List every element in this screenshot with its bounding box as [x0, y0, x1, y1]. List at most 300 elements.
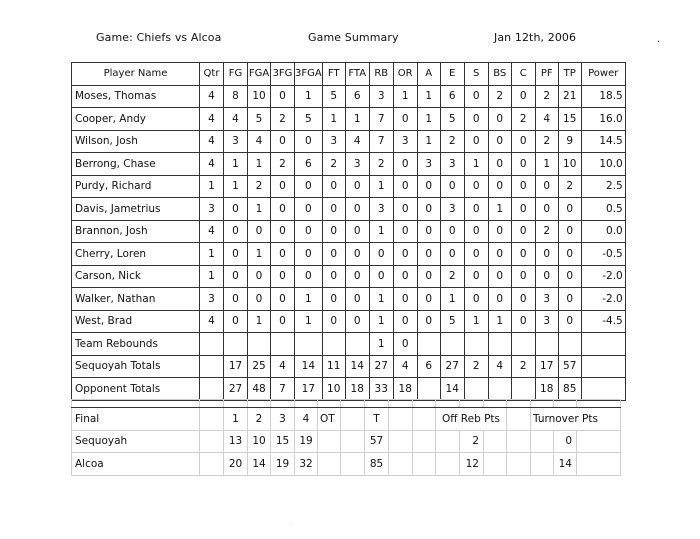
total-cell: 48 [248, 378, 271, 401]
stat-cell: 0 [345, 265, 369, 288]
stat-cell: 0 [271, 288, 295, 311]
ot-score [318, 453, 341, 476]
stat-cell: 0 [488, 265, 511, 288]
stat-cell: 1 [224, 153, 248, 176]
player-name: Carson, Nick [72, 265, 200, 288]
stat-cell: 2 [369, 153, 393, 176]
stat-cell: 0 [464, 175, 488, 198]
col-header: 3FG [271, 63, 295, 86]
stat-cell: 0 [488, 130, 511, 153]
player-name: Purdy, Richard [72, 175, 200, 198]
col-header: Qtr [200, 63, 224, 86]
player-row [72, 175, 626, 198]
stat-cell: 4 [200, 85, 224, 108]
q1-score: 20 [224, 453, 248, 476]
player-row [72, 108, 626, 131]
stat-cell: 0 [322, 243, 345, 266]
total-cell: 27 [224, 378, 248, 401]
stat-cell: 0 [295, 220, 323, 243]
stat-cell: 1 [369, 175, 393, 198]
stat-cell: 4 [200, 153, 224, 176]
stat-cell: 0 [345, 220, 369, 243]
stat-cell: 0 [558, 220, 581, 243]
total-cell: 18 [393, 378, 417, 401]
stat-cell: 0 [224, 243, 248, 266]
stat-cell: 0 [271, 130, 295, 153]
stat-cell: 9 [558, 130, 581, 153]
stat-cell: 1 [369, 288, 393, 311]
stat-cell: 5 [322, 85, 345, 108]
col-header: OR [393, 63, 417, 86]
stat-cell: 0 [271, 220, 295, 243]
total-cell: 17 [535, 355, 558, 378]
stat-cell: 0 [322, 175, 345, 198]
stat-cell: 0 [295, 265, 323, 288]
stat-cell: 0 [511, 220, 535, 243]
stat-cell: 0 [322, 220, 345, 243]
q1-score: 13 [224, 430, 248, 453]
cell: 1 [369, 333, 393, 356]
stat-cell: 0 [322, 288, 345, 311]
stat-cell: 0 [535, 175, 558, 198]
col-header: Power [581, 63, 625, 86]
stat-cell: 0 [511, 243, 535, 266]
stat-cell: 0 [558, 198, 581, 221]
stat-cell: 0 [271, 243, 295, 266]
q2-score: 10 [248, 430, 271, 453]
stat-cell: 0 [488, 153, 511, 176]
col-header: FTA [345, 63, 369, 86]
power-rating: 18.5 [581, 85, 625, 108]
stray-mark: . [657, 34, 661, 45]
total-cell: 14 [295, 355, 323, 378]
stat-cell: 0 [511, 265, 535, 288]
stat-cell: 1 [224, 175, 248, 198]
stat-cell: 1 [440, 288, 464, 311]
power-rating: 16.0 [581, 108, 625, 131]
stat-cell: 0 [511, 310, 535, 333]
total-cell [417, 378, 440, 401]
stat-cell: 5 [440, 108, 464, 131]
col-header: FGA [248, 63, 271, 86]
stat-cell: 7 [369, 130, 393, 153]
player-name: Davis, Jametrius [72, 198, 200, 221]
total-cell: 27 [369, 355, 393, 378]
player-name: Berrong, Chase [72, 153, 200, 176]
score-header-row [72, 408, 621, 431]
stat-cell: 0 [271, 198, 295, 221]
player-row [72, 288, 626, 311]
stat-cell: 3 [440, 153, 464, 176]
stat-cell: 1 [488, 198, 511, 221]
total-cell: 18 [345, 378, 369, 401]
player-name: Walker, Nathan [72, 288, 200, 311]
stat-cell: 0 [248, 220, 271, 243]
ot-score [318, 430, 341, 453]
total-cell [200, 378, 224, 401]
turnover-pts: 0 [554, 430, 577, 453]
stat-cell: 0 [535, 243, 558, 266]
stat-cell: 0 [511, 198, 535, 221]
stat-cell: 1 [417, 130, 440, 153]
q4-score: 19 [295, 430, 318, 453]
power-rating: 2.5 [581, 175, 625, 198]
col-header: A [417, 63, 440, 86]
stat-cell: 4 [248, 130, 271, 153]
stat-cell: 3 [322, 130, 345, 153]
stat-cell: 0 [224, 220, 248, 243]
stat-cell: 0 [345, 288, 369, 311]
player-row [72, 265, 626, 288]
total-cell: 25 [248, 355, 271, 378]
total-cell [200, 355, 224, 378]
total-cell: 7 [271, 378, 295, 401]
stat-cell: 0 [295, 130, 323, 153]
stat-cell: 0 [417, 175, 440, 198]
player-row [72, 310, 626, 333]
stat-cell: 0 [511, 153, 535, 176]
total-cell [464, 378, 488, 401]
total-cell: 17 [295, 378, 323, 401]
stat-cell: 1 [248, 243, 271, 266]
stat-cell: 0 [393, 153, 417, 176]
stat-cell: 0 [224, 198, 248, 221]
stat-cell: 0 [393, 265, 417, 288]
team-label: Alcoa [72, 453, 200, 476]
stat-cell: 0 [417, 288, 440, 311]
power-rating: -4.5 [581, 310, 625, 333]
player-row [72, 220, 626, 243]
stat-cell: 0 [511, 288, 535, 311]
stat-cell: 1 [248, 310, 271, 333]
player-name: Moses, Thomas [72, 85, 200, 108]
stat-cell: 0 [369, 265, 393, 288]
row-label: Opponent Totals [72, 378, 200, 401]
stat-cell: 0 [393, 288, 417, 311]
q2-score: 14 [248, 453, 271, 476]
total-cell: 33 [369, 378, 393, 401]
total-cell: 85 [558, 378, 581, 401]
stat-cell: 0 [393, 310, 417, 333]
stat-cell: 4 [200, 108, 224, 131]
total-cell: 14 [440, 378, 464, 401]
stat-cell: 0 [345, 243, 369, 266]
stat-cell: 6 [440, 85, 464, 108]
stat-cell: 1 [417, 85, 440, 108]
stat-cell: 3 [535, 310, 558, 333]
stat-cell: 3 [369, 85, 393, 108]
stat-cell: 0 [248, 288, 271, 311]
q1-header: 1 [224, 408, 248, 431]
power-rating: 10.0 [581, 153, 625, 176]
stat-cell: 0 [345, 198, 369, 221]
spacer-row [72, 400, 621, 408]
stat-cell: 3 [224, 130, 248, 153]
total-cell [511, 378, 535, 401]
total-cell: 14 [345, 355, 369, 378]
total-cell: 57 [558, 355, 581, 378]
stat-cell: 0 [511, 130, 535, 153]
power-rating: 0.5 [581, 198, 625, 221]
empty-cell [581, 378, 625, 401]
score-row-alcoa [72, 453, 621, 476]
stat-cell: 0 [535, 198, 558, 221]
stat-cell: 0 [393, 175, 417, 198]
stat-cell: 1 [200, 175, 224, 198]
stat-cell: 0 [322, 198, 345, 221]
stat-cell: 2 [271, 108, 295, 131]
stat-cell: 3 [417, 153, 440, 176]
stat-cell: 2 [511, 108, 535, 131]
stat-cell: 1 [369, 310, 393, 333]
total-header: T [365, 408, 389, 431]
off-reb-pts: 2 [460, 430, 484, 453]
row-label: Team Rebounds [72, 333, 200, 356]
col-header: FT [322, 63, 345, 86]
turnover-pts: 14 [554, 453, 577, 476]
q4-header: 4 [295, 408, 318, 431]
col-header: Player Name [72, 63, 200, 86]
stat-cell: 4 [200, 130, 224, 153]
cell: 0 [393, 333, 417, 356]
stat-cell: 8 [224, 85, 248, 108]
stat-cell: 0 [322, 310, 345, 333]
stat-cell: 4 [200, 310, 224, 333]
stat-cell: 0 [295, 198, 323, 221]
stat-cell: 0 [464, 198, 488, 221]
player-row [72, 85, 626, 108]
player-stats-table [71, 62, 626, 401]
stat-cell: 0 [558, 288, 581, 311]
stat-cell: 21 [558, 85, 581, 108]
score-summary-table [71, 399, 621, 476]
stat-cell: 1 [200, 243, 224, 266]
stat-cell: 2 [535, 130, 558, 153]
player-name: West, Brad [72, 310, 200, 333]
col-header: E [440, 63, 464, 86]
stat-cell: 0 [393, 198, 417, 221]
stat-cell: 0 [271, 85, 295, 108]
off-reb-pts: 12 [460, 453, 484, 476]
stat-cell: 4 [345, 130, 369, 153]
stat-cell: 3 [345, 153, 369, 176]
col-header: TP [558, 63, 581, 86]
stat-cell: 0 [488, 288, 511, 311]
col-header: BS [488, 63, 511, 86]
stat-cell: 0 [440, 243, 464, 266]
stat-cell: 0 [417, 220, 440, 243]
col-header: FG [224, 63, 248, 86]
power-rating: 14.5 [581, 130, 625, 153]
stat-cell: 1 [464, 310, 488, 333]
stat-cell: 1 [295, 85, 323, 108]
stat-cell: 15 [558, 108, 581, 131]
stray-mark: . [290, 520, 292, 527]
total-cell: 17 [224, 355, 248, 378]
stat-cell: 0 [271, 310, 295, 333]
stat-cell: 3 [440, 198, 464, 221]
stat-cell: 0 [417, 243, 440, 266]
player-row [72, 153, 626, 176]
stat-cell: 2 [535, 85, 558, 108]
player-name: Cooper, Andy [72, 108, 200, 131]
stat-cell: 1 [322, 108, 345, 131]
stat-cell: 3 [535, 288, 558, 311]
game-date: Jan 12th, 2006 [494, 31, 577, 44]
stat-cell: 0 [417, 265, 440, 288]
stat-cell: 0 [295, 175, 323, 198]
stat-cell: 0 [224, 265, 248, 288]
page-title: Game Summary [308, 31, 399, 44]
stat-cell: 10 [558, 153, 581, 176]
stat-cell: 2 [488, 85, 511, 108]
stat-cell: 0 [440, 220, 464, 243]
total-cell: 2 [464, 355, 488, 378]
stat-cell: 1 [295, 288, 323, 311]
col-header: S [464, 63, 488, 86]
total-score: 57 [365, 430, 389, 453]
total-cell: 11 [322, 355, 345, 378]
player-rows [72, 85, 626, 333]
stat-cell: 1 [488, 310, 511, 333]
total-cell: 2 [511, 355, 535, 378]
final-label: Final [72, 408, 200, 431]
stat-cell: 0 [440, 175, 464, 198]
stat-cell: 10 [248, 85, 271, 108]
stat-cell: 1 [248, 198, 271, 221]
player-name: Wilson, Josh [72, 130, 200, 153]
off-reb-pts-header: Off Reb Pts [436, 408, 507, 431]
stat-cell: 0 [535, 265, 558, 288]
stat-cell: 0 [393, 220, 417, 243]
q3-score: 19 [271, 453, 295, 476]
power-rating: -0.5 [581, 243, 625, 266]
stat-cell: 2 [535, 220, 558, 243]
stat-cell: 0 [558, 265, 581, 288]
stat-cell: 0 [417, 310, 440, 333]
table-header-row [72, 63, 626, 86]
stat-cell: 0 [369, 243, 393, 266]
q2-header: 2 [248, 408, 271, 431]
opponent-totals-row [72, 378, 626, 401]
stat-cell: 1 [295, 310, 323, 333]
power-rating: -2.0 [581, 265, 625, 288]
stat-cell: 0 [393, 243, 417, 266]
stat-cell: 4 [200, 220, 224, 243]
stat-cell: 1 [200, 265, 224, 288]
player-name: Brannon, Josh [72, 220, 200, 243]
stat-cell: 3 [200, 288, 224, 311]
stat-cell: 1 [369, 220, 393, 243]
total-cell: 27 [440, 355, 464, 378]
stat-cell: 1 [464, 153, 488, 176]
q4-score: 32 [295, 453, 318, 476]
stat-cell: 1 [393, 85, 417, 108]
stat-cell: 0 [464, 220, 488, 243]
stat-cell: 3 [200, 198, 224, 221]
stat-cell: 0 [295, 243, 323, 266]
stat-cell: 4 [535, 108, 558, 131]
stat-cell: 0 [464, 108, 488, 131]
stat-cell: 3 [369, 198, 393, 221]
player-row [72, 243, 626, 266]
stat-cell: 2 [440, 265, 464, 288]
stat-cell: 0 [488, 108, 511, 131]
power-rating: -2.0 [581, 288, 625, 311]
ot-header: OT [318, 408, 341, 431]
stat-cell: 0 [464, 288, 488, 311]
stat-cell: 0 [488, 220, 511, 243]
stat-cell: 0 [393, 108, 417, 131]
stat-cell: 0 [322, 265, 345, 288]
stat-cell: 0 [224, 310, 248, 333]
stat-cell: 0 [271, 175, 295, 198]
q3-header: 3 [271, 408, 295, 431]
stat-cell: 4 [224, 108, 248, 131]
stat-cell: 0 [558, 243, 581, 266]
player-row [72, 130, 626, 153]
stat-cell: 6 [295, 153, 323, 176]
stat-cell: 1 [248, 153, 271, 176]
stat-cell: 2 [248, 175, 271, 198]
stat-cell: 0 [248, 265, 271, 288]
sequoyah-totals-row [72, 355, 626, 378]
stat-cell: 2 [271, 153, 295, 176]
stat-cell: 0 [345, 310, 369, 333]
stat-cell: 0 [271, 265, 295, 288]
stat-cell: 0 [345, 175, 369, 198]
stat-cell: 0 [464, 85, 488, 108]
stat-cell: 0 [464, 130, 488, 153]
col-header: RB [369, 63, 393, 86]
team-rebounds-row [72, 333, 626, 356]
stat-cell: 5 [440, 310, 464, 333]
stat-cell: 1 [345, 108, 369, 131]
total-cell: 10 [322, 378, 345, 401]
stat-cell: 0 [417, 198, 440, 221]
stat-cell: 2 [322, 153, 345, 176]
row-label: Sequoyah Totals [72, 355, 200, 378]
game-label: Game: Chiefs vs Alcoa [96, 31, 222, 44]
stat-cell: 0 [511, 85, 535, 108]
score-row-sequoyah [72, 430, 621, 453]
stat-cell: 3 [393, 130, 417, 153]
q3-score: 15 [271, 430, 295, 453]
stat-cell: 6 [345, 85, 369, 108]
stat-cell: 0 [464, 265, 488, 288]
total-cell [488, 378, 511, 401]
total-score: 85 [365, 453, 389, 476]
stat-cell: 0 [488, 243, 511, 266]
stat-cell: 1 [535, 153, 558, 176]
total-cell: 4 [271, 355, 295, 378]
stat-cell: 5 [295, 108, 323, 131]
empty-cell [581, 355, 625, 378]
turnover-pts-header: Turnover Pts [531, 408, 621, 431]
total-cell: 6 [417, 355, 440, 378]
col-header: PF [535, 63, 558, 86]
total-cell: 4 [488, 355, 511, 378]
player-row [72, 198, 626, 221]
total-cell: 18 [535, 378, 558, 401]
power-rating: 0.0 [581, 220, 625, 243]
stat-cell: 0 [464, 243, 488, 266]
stat-cell: 5 [248, 108, 271, 131]
stat-cell: 2 [558, 175, 581, 198]
col-header: 3FGA [295, 63, 323, 86]
player-name: Cherry, Loren [72, 243, 200, 266]
col-header: C [511, 63, 535, 86]
